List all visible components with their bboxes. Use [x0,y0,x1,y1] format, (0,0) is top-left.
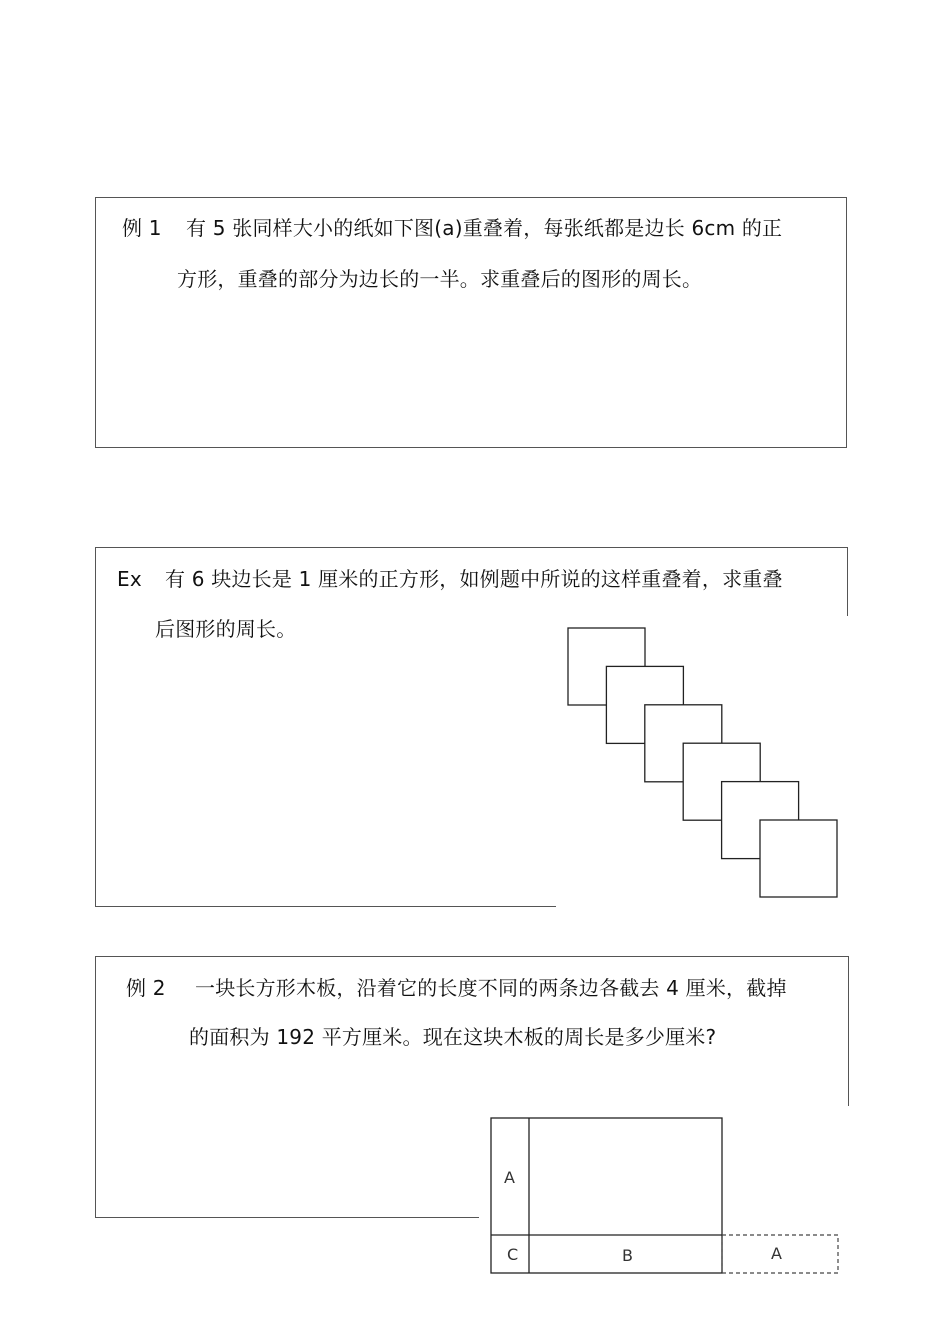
example-1-text-1: 有 5 张同样大小的纸如下图(a)重叠着，每张纸都是边长 6cm 的正 [186,216,783,240]
exercise-text-1: 有 6 块边长是 1 厘米的正方形，如例题中所说的这样重叠着，求重叠 [165,567,783,591]
label-bottom-strip: B [622,1246,633,1265]
example-1-label: 例 1 [122,216,162,240]
label-moved-strip: A [771,1244,782,1263]
exercise-line-2: 后图形的周长。 [155,617,297,641]
example-1-line-2: 方形，重叠的部分为边长的一半。求重叠后的图形的周长。 [177,267,703,291]
example-2-text-1: 一块长方形木板，沿着它的长度不同的两条边各截去 4 厘米，截掉 [195,976,787,1000]
exercise-label: Ex [117,567,142,591]
label-corner: C [507,1245,519,1264]
example-2-label: 例 2 [126,976,166,1000]
board-outer-rect [491,1118,722,1273]
label-left-strip: A [504,1168,515,1187]
example-2-line-2: 的面积为 192 平方厘米。现在这块木板的周长是多少厘米? [189,1025,717,1049]
